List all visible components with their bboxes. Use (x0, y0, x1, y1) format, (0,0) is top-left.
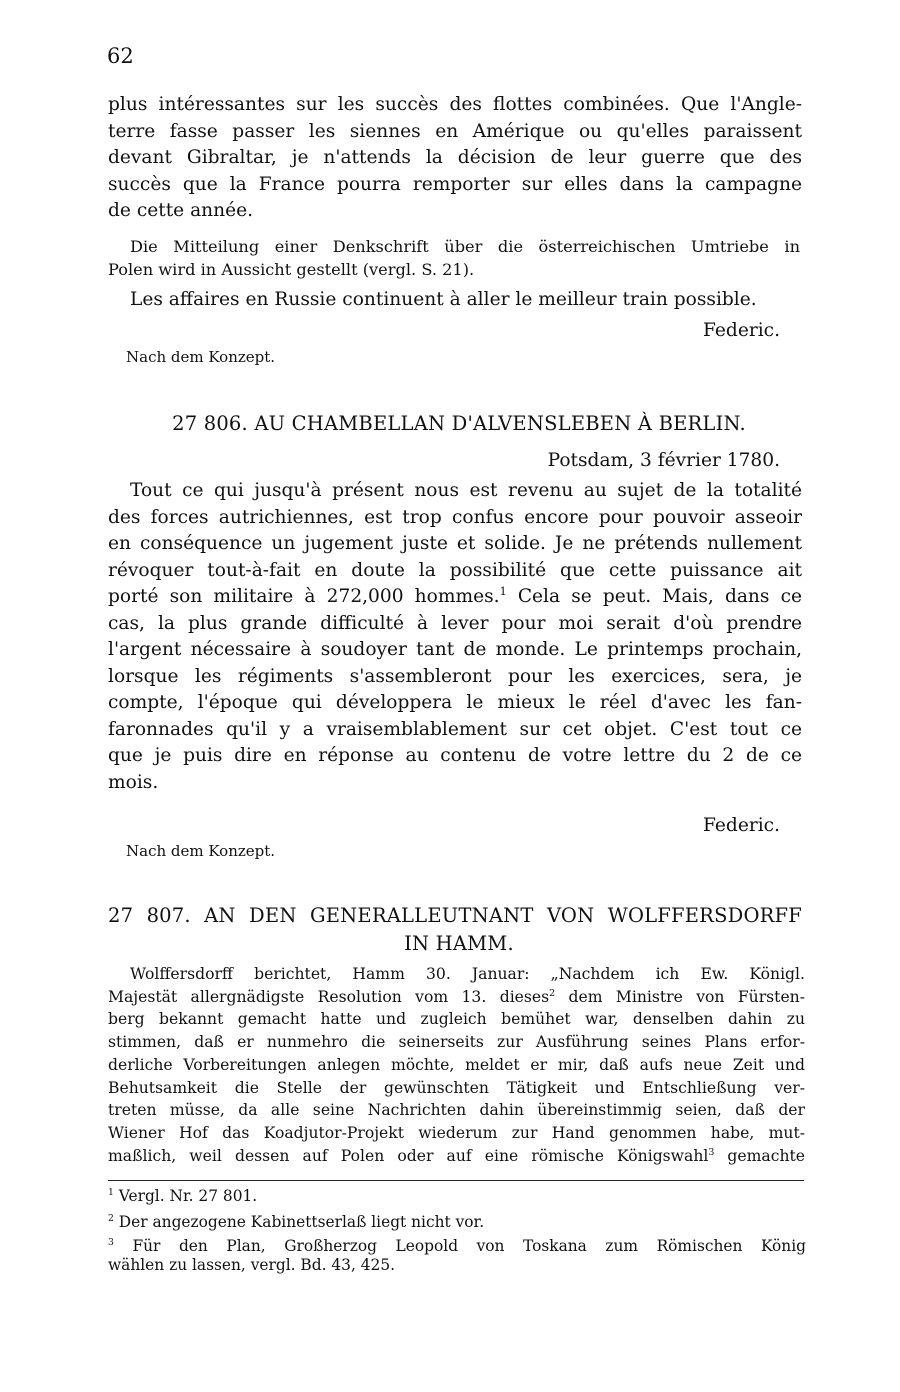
text-line: succès que la France pourra remporter sur elles dans la campagne (108, 173, 802, 195)
text-line (108, 1145, 805, 1168)
place-date: Potsdam, 3 février 1780. (547, 450, 780, 471)
text-line: derliche Vorbereitungen anlegen möchte, meldet er mir, daß aufs neue Zeit und (108, 1055, 805, 1074)
text-line: l'argent nécessaire à soudoyer tant de monde. Le printemps prochain, (108, 639, 802, 660)
text-line: Wolffersdorff berichtet, Hamm 30. Januar: „Nachdem ich Ew. Königl. (130, 965, 805, 983)
page-number: 62 (107, 44, 134, 68)
footnote-text: Für den Plan, Großherzog Leopold von Toskana zum Römischen König (113, 1237, 806, 1255)
footnote (108, 1237, 806, 1256)
letter-body (108, 478, 802, 796)
text-line: Les affaires en Russie continuent à aller le meilleur train possible. (130, 289, 757, 310)
text-line: plus intéressantes sur les succès des flottes combinées. Que l'Angle- (108, 94, 802, 115)
text-segment: dem Ministre von Fürsten- (555, 987, 805, 1006)
intro-closing (108, 287, 802, 314)
text-line: mois. (108, 771, 159, 793)
footnote-ref: 1 (499, 584, 507, 598)
text-line: de cette année. (108, 200, 254, 221)
text-line: Behutsamkeit die Stelle der gewünschten Tätigkeit und Entschließung ver- (108, 1078, 805, 1097)
footnote (108, 1187, 808, 1206)
text-line: en conséquence un jugement juste et solide. Je ne prétends nullement (108, 533, 802, 554)
text-line: Polen wird in Aussicht gestellt (vergl. S. 21). (108, 259, 475, 279)
footnote-text: Vergl. Nr. 27 801. (113, 1187, 258, 1205)
text-line: compte, l'époque qui développera le mieux le réel d'avec les fan- (108, 692, 802, 713)
footnote-ref: 2 (549, 987, 556, 999)
text-line: lorsque les régiments s'assembleront pour les exercices, sera, je (108, 665, 802, 687)
text-line: Die Mitteilung einer Denkschrift über die österreichischen Umtriebe in (130, 237, 800, 256)
footnote-ref: 3 (708, 1146, 715, 1158)
text-line: Tout ce qui jusqu'à présent nous est revenu au sujet de la totalité (130, 480, 802, 501)
editorial-note (108, 236, 800, 281)
letter-heading-continued: IN HAMM. (404, 932, 514, 955)
letter-heading: 27 807. AN DEN GENERALLEUTNANT VON WOLFFERSDORFF (108, 904, 802, 927)
text-line: berg bekannt gemacht hatte und zugleich bemühet war, denselben dahin zu (108, 1010, 805, 1029)
footnote-number: 1 (108, 1186, 114, 1198)
text-line: terre fasse passer les siennes en Amérique ou qu'elles paraissent (108, 120, 802, 142)
text-line (108, 584, 802, 611)
footnote-number: 3 (108, 1236, 114, 1248)
source-note: Nach dem Konzept. (126, 348, 276, 366)
text-line: que je puis dire en réponse au contenu de votre lettre du 2 de ce (108, 745, 802, 766)
text-line: des forces autrichiennes, est trop confus encore pour pouvoir asseoir (108, 506, 802, 528)
signature: Federic. (703, 320, 780, 341)
text-segment: maßlich, weil dessen auf Polen oder auf eine römische Königswahl (108, 1146, 709, 1165)
intro-paragraph (108, 92, 802, 225)
letter-body (108, 963, 805, 1167)
text-line: stimmen, daß er nunmehro die seinerseits zur Ausführung seines Plans erfor- (108, 1033, 805, 1052)
footnote-number: 2 (108, 1212, 114, 1224)
footnote-continued: wählen zu lassen, vergl. Bd. 43, 425. (108, 1256, 396, 1274)
text-segment: Cela se peut. Mais, dans ce (506, 586, 802, 607)
text-segment: Majestät allergnädigste Resolution vom 13. dieses (108, 987, 550, 1006)
text-line: treten müsse, da alle seine Nachrichten dahin übereinstimmig seien, daß der (108, 1101, 805, 1120)
text-line: Wiener Hof das Koadjutor-Projekt wiederum zur Hand genommen habe, mut- (108, 1123, 805, 1142)
text-line: devant Gibraltar, je n'attends la décision de leur guerre que des (108, 147, 802, 168)
text-segment: gemachte (714, 1146, 805, 1165)
footnote-divider (108, 1180, 804, 1181)
text-line (108, 986, 805, 1009)
source-note: Nach dem Konzept. (126, 842, 276, 860)
signature: Federic. (703, 815, 780, 836)
footnote (108, 1213, 808, 1232)
letter-heading: 27 806. AU CHAMBELLAN D'ALVENSLEBEN À BERLIN. (172, 412, 746, 435)
text-segment: porté son militaire à 272,000 hommes. (108, 586, 500, 607)
text-line: révoquer tout-à-fait en doute la possibilité que cette puissance ait (108, 559, 802, 581)
footnote-text: Der angezogene Kabinettserlaß liegt nicht vor. (113, 1213, 485, 1231)
text-line: faronnades qu'il y a vraisemblablement sur cet objet. C'est tout ce (108, 718, 802, 740)
text-line: cas, la plus grande difficulté à lever pour moi serait d'où prendre (108, 612, 802, 634)
